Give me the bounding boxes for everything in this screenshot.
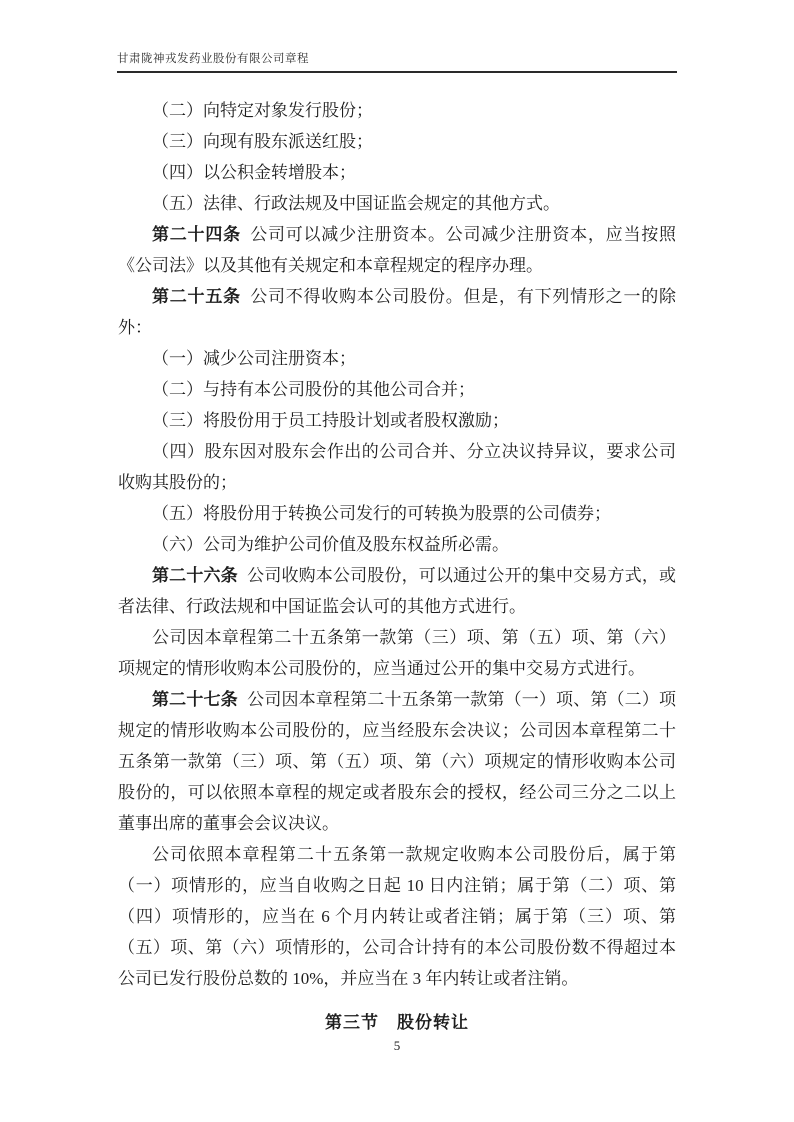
charter-item: （三）向现有股东派送红股； [152, 132, 373, 151]
article-number: 第二十六条 [152, 566, 238, 585]
charter-item: （四）股东因对股东会作出的公司合并、分立决议持异议，要求公司收购其股份的； [118, 442, 676, 492]
charter-article [118, 281, 676, 343]
charter-article [118, 219, 676, 281]
article-number: 第二十五条 [152, 287, 241, 306]
charter-item: （二）与持有本公司股份的其他公司合并； [152, 380, 475, 399]
charter-item: （五）将股份用于转换公司发行的可转换为股票的公司债券； [152, 504, 611, 523]
page-header [117, 51, 677, 73]
article-text: 公司可以减少注册资本。公司减少注册资本，应当按照《公司法》以及其他有关规定和本章程规定的程序办理。 [118, 225, 677, 275]
charter-item: （六）公司为维护公司价值及股东权益所必需。 [152, 535, 509, 554]
charter-article [118, 560, 676, 622]
charter-paragraph: 公司依照本章程第二十五条第一款规定收购本公司股份后，属于第（一）项情形的，应当自收购之日起 10 日内注销；属于第（二）项、第（四）项情形的，应当在 6 个月内转让或者注销；属于第（三）项、第（五）项、第（六）项情形的，公司合计持有的本公司股份数不得超过本公司已发行股份总数的 10%，并应当在 3 年内转让或者注销。 [118, 845, 676, 988]
charter-item: （三）将股份用于员工持股计划或者股权激励； [152, 411, 509, 430]
article-text: 公司因本章程第二十五条第一款第（一）项、第（二）项规定的情形收购本公司股份的，应当经股东会决议；公司因本章程第二十五条第一款第（三）项、第（五）项、第（六）项规定的情形收购本公司股份的，可以依照本章程的规定或者股东会的授权，经公司三分之二以上董事出席的董事会会议决议。 [118, 690, 677, 833]
charter-item: （二）向特定对象发行股份； [152, 101, 373, 120]
charter-item: （一）减少公司注册资本； [152, 349, 356, 368]
header-title: 甘肃陇神戎发药业股份有限公司章程 [117, 53, 309, 65]
article-number: 第二十七条 [152, 690, 238, 709]
charter-paragraph: 公司因本章程第二十五条第一款第（三）项、第（五）项、第（六）项规定的情形收购本公司股份的，应当通过公开的集中交易方式进行。 [118, 628, 676, 678]
section-heading: 第三节 股份转让 [325, 1013, 469, 1032]
charter-article [118, 684, 676, 839]
article-text: 公司不得收购本公司股份。但是，有下列情形之一的除外： [118, 287, 677, 337]
charter-item: （四）以公积金转增股本； [152, 163, 356, 182]
page-number: 5 [393, 1038, 401, 1053]
charter-item: （五）法律、行政法规及中国证监会规定的其他方式。 [152, 194, 560, 213]
article-number: 第二十四条 [152, 225, 241, 244]
article-text: 公司收购本公司股份，可以通过公开的集中交易方式，或者法律、行政法规和中国证监会认可的其他方式进行。 [118, 566, 677, 616]
document-body [118, 95, 676, 1038]
